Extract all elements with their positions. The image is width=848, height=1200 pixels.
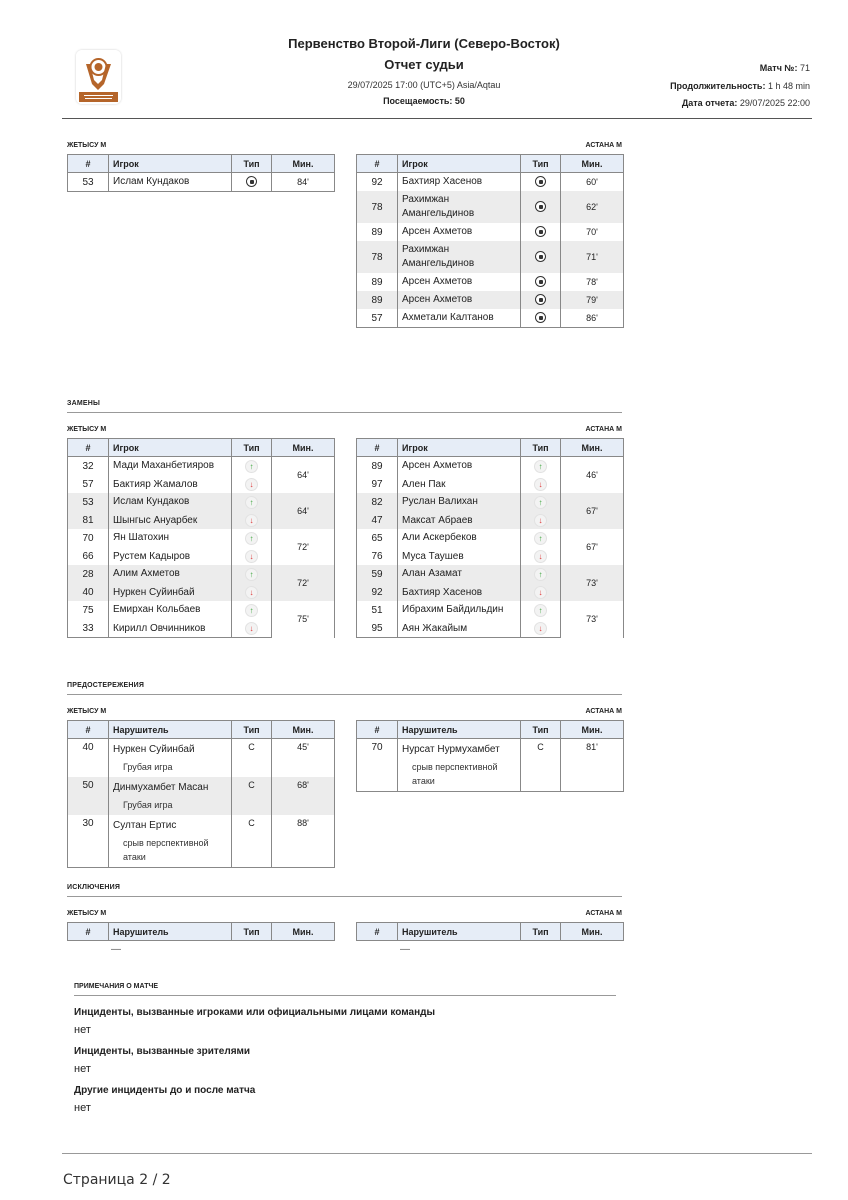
sub-out-arrow-icon: ↓ <box>245 586 258 599</box>
sub-in-number: 51 <box>357 601 398 619</box>
sub-minute: 72' <box>272 565 335 601</box>
sub-in-number: 28 <box>68 565 109 583</box>
soccer-ball-icon <box>535 176 546 187</box>
match-number-label: Матч №: <box>759 63 798 73</box>
caution-type: С <box>521 739 561 792</box>
sub-in-player: Алим Ахметов <box>109 565 232 583</box>
col-type: Тип <box>232 439 272 457</box>
goal-minute: 86' <box>561 309 624 328</box>
caution-reason: Грубая игра <box>123 762 173 772</box>
caution-row <box>357 739 624 792</box>
sub-out-player: Ален Пак <box>398 475 521 493</box>
sub-in-arrow-icon: ↑ <box>534 568 547 581</box>
expulsions-home-table <box>67 922 335 941</box>
caution-row <box>68 777 335 815</box>
report-date <box>682 98 810 108</box>
sub-in-arrow-icon: ↑ <box>245 568 258 581</box>
goals-away-team: АСТАНА М <box>585 142 622 149</box>
goal-row <box>357 173 624 192</box>
caution-type: С <box>232 777 272 815</box>
sub-in-arrow-icon: ↑ <box>245 604 258 617</box>
attendance-label: Посещаемость: <box>383 96 453 106</box>
soccer-ball-icon <box>535 276 546 287</box>
caution-player: Султан Ертис <box>113 820 177 831</box>
sub-in-number: 65 <box>357 529 398 547</box>
col-min: Мин. <box>272 721 335 739</box>
expulsions-home-empty: — <box>111 944 121 955</box>
sub-in-type <box>521 565 561 583</box>
col-player: Игрок <box>109 439 232 457</box>
duration-value: 1 h 48 min <box>767 81 810 91</box>
expulsions-away-table <box>356 922 624 941</box>
sub-in-arrow-icon: ↑ <box>245 460 258 473</box>
goal-row <box>357 291 624 309</box>
cautions-away-team: АСТАНА М <box>585 708 622 715</box>
caution-player: Нурсат Нурмухамбет <box>402 744 500 755</box>
sub-out-arrow-icon: ↓ <box>534 622 547 635</box>
expulsions-home-team: ЖЕТЫСУ М <box>67 910 107 917</box>
caution-minute: 81' <box>561 739 624 792</box>
sub-out-number: 66 <box>68 547 109 565</box>
goals-home-team: ЖЕТЫСУ М <box>67 142 107 149</box>
sub-out-number: 76 <box>357 547 398 565</box>
soccer-ball-icon <box>246 176 257 187</box>
sub-in-player: Руслан Валихан <box>398 493 521 511</box>
substitutions-title: ЗАМЕНЫ <box>67 400 101 407</box>
sub-out-number: 97 <box>357 475 398 493</box>
expulsions-divider <box>67 896 622 897</box>
sub-minute: 75' <box>272 601 335 638</box>
col-min: Мин. <box>561 439 624 457</box>
goal-minute: 71' <box>561 241 624 273</box>
goal-row <box>357 273 624 291</box>
sub-out-arrow-icon: ↓ <box>245 622 258 635</box>
sub-in-type <box>232 601 272 619</box>
sub-out-number: 81 <box>68 511 109 529</box>
sub-out-player: Бактияр Жамалов <box>109 475 232 493</box>
notes-title: ПРИМЕЧАНИЯ О МАТЧЕ <box>74 983 159 990</box>
sub-in-row <box>68 601 335 619</box>
col-player: Игрок <box>398 155 521 173</box>
sub-in-player: Ислам Кундаков <box>109 493 232 511</box>
sub-out-type <box>521 511 561 529</box>
sub-in-type <box>232 529 272 547</box>
cautions-away-table <box>356 720 624 792</box>
sub-out-number: 57 <box>68 475 109 493</box>
note-question-other: Другие инциденты до и после матча <box>74 1085 256 1096</box>
sub-out-player: Максат Абраев <box>398 511 521 529</box>
sub-in-type <box>521 601 561 619</box>
caution-number: 50 <box>68 777 109 815</box>
caution-type: С <box>232 815 272 868</box>
goal-row <box>68 173 335 192</box>
match-duration <box>670 81 810 91</box>
caution-player: Динмухамбет Масан <box>113 782 209 793</box>
caution-reason: Грубая игра <box>123 800 173 810</box>
soccer-ball-icon <box>535 251 546 262</box>
sub-out-arrow-icon: ↓ <box>534 586 547 599</box>
sub-in-row <box>357 565 624 583</box>
sub-out-type <box>232 475 272 493</box>
sub-out-player: Бахтияр Хасенов <box>398 583 521 601</box>
caution-minute: 45' <box>272 739 335 778</box>
soccer-ball-icon <box>535 294 546 305</box>
sub-out-type <box>521 619 561 638</box>
sub-in-number: 32 <box>68 457 109 476</box>
note-question-players: Инциденты, вызванные игроками или официальными лицами команды <box>74 1007 436 1018</box>
sub-in-arrow-icon: ↑ <box>534 460 547 473</box>
sub-in-row <box>357 457 624 476</box>
note-answer-other: нет <box>74 1102 91 1114</box>
sub-in-row <box>68 493 335 511</box>
goal-player: Бахтияр Хасенов <box>398 173 521 192</box>
sub-minute: 67' <box>561 493 624 529</box>
sub-in-row <box>357 601 624 619</box>
col-offender: Нарушитель <box>398 923 521 941</box>
soccer-ball-icon <box>535 226 546 237</box>
sub-in-row <box>357 529 624 547</box>
sub-out-number: 92 <box>357 583 398 601</box>
match-number-value: 71 <box>799 63 810 73</box>
sub-out-player: Шынгыс Ануарбек <box>109 511 232 529</box>
sub-out-type <box>232 619 272 638</box>
caution-minute: 68' <box>272 777 335 815</box>
sub-in-type <box>232 565 272 583</box>
sub-out-type <box>232 583 272 601</box>
sub-in-type <box>232 457 272 476</box>
sub-in-player: Алан Азамат <box>398 565 521 583</box>
col-type: Тип <box>232 155 272 173</box>
sub-out-player: Аян Жакайым <box>398 619 521 638</box>
goal-number: 78 <box>357 191 398 223</box>
notes-divider <box>74 995 616 996</box>
col-min: Мин. <box>561 155 624 173</box>
goal-row <box>357 191 624 223</box>
goal-minute: 70' <box>561 223 624 241</box>
sub-in-player: Али Аскербеков <box>398 529 521 547</box>
sub-in-type <box>521 493 561 511</box>
col-player: Игрок <box>398 439 521 457</box>
goal-number: 57 <box>357 309 398 328</box>
sub-minute: 72' <box>272 529 335 565</box>
header-divider <box>62 118 812 119</box>
sub-minute: 67' <box>561 529 624 565</box>
sub-out-player: Нуркен Суйинбай <box>109 583 232 601</box>
substitutions-divider <box>67 412 622 413</box>
goal-row <box>357 241 624 273</box>
goal-row <box>357 223 624 241</box>
sub-out-type <box>521 475 561 493</box>
cautions-title: ПРЕДОСТЕРЕЖЕНИЯ <box>67 682 145 689</box>
match-number <box>760 63 810 73</box>
goal-number: 92 <box>357 173 398 192</box>
caution-number: 40 <box>68 739 109 778</box>
col-num: # <box>68 155 109 173</box>
sub-out-type <box>232 547 272 565</box>
expulsions-away-empty: — <box>400 944 410 955</box>
cautions-divider <box>67 694 622 695</box>
report-title: Первенство Второй-Лиги (Северо-Восток) <box>288 36 560 51</box>
sub-in-row <box>68 457 335 476</box>
col-num: # <box>68 439 109 457</box>
sub-out-number: 40 <box>68 583 109 601</box>
note-answer-players: нет <box>74 1024 91 1036</box>
caution-reason: срыв перспективной атаки <box>412 762 498 786</box>
goal-minute: 60' <box>561 173 624 192</box>
sub-in-number: 53 <box>68 493 109 511</box>
report-date-value: 29/07/2025 22:00 <box>739 98 810 108</box>
goal-type <box>521 291 561 309</box>
sub-minute: 46' <box>561 457 624 494</box>
sub-out-type <box>521 583 561 601</box>
col-type: Тип <box>521 155 561 173</box>
caution-offender <box>109 739 232 778</box>
sub-in-number: 82 <box>357 493 398 511</box>
caution-number: 30 <box>68 815 109 868</box>
sub-in-player: Ибрахим Байдильдин <box>398 601 521 619</box>
goal-type <box>521 273 561 291</box>
sub-out-type <box>232 511 272 529</box>
soccer-ball-icon <box>535 201 546 212</box>
cautions-home-team: ЖЕТЫСУ М <box>67 708 107 715</box>
col-offender: Нарушитель <box>398 721 521 739</box>
sub-out-arrow-icon: ↓ <box>534 478 547 491</box>
caution-reason: срыв перспективной атаки <box>123 838 209 862</box>
note-question-spectators: Инциденты, вызванные зрителями <box>74 1046 251 1057</box>
duration-label: Продолжительность: <box>670 81 766 91</box>
goal-player: Ислам Кундаков <box>109 173 232 192</box>
goal-minute: 84' <box>272 173 335 192</box>
sub-in-number: 59 <box>357 565 398 583</box>
sub-out-arrow-icon: ↓ <box>245 550 258 563</box>
sub-minute: 64' <box>272 493 335 529</box>
expulsions-away-team: АСТАНА М <box>585 910 622 917</box>
soccer-ball-icon <box>535 312 546 323</box>
footer-divider <box>62 1153 812 1154</box>
sub-minute: 73' <box>561 601 624 638</box>
caution-minute: 88' <box>272 815 335 868</box>
sub-in-type <box>521 457 561 476</box>
cautions-home-table <box>67 720 335 868</box>
subs-home-team: ЖЕТЫСУ М <box>67 426 107 433</box>
match-datetime: 29/07/2025 17:00 (UTC+5) Asia/Aqtau <box>347 80 501 90</box>
page-number: Страница 2 / 2 <box>63 1172 171 1188</box>
sub-in-arrow-icon: ↑ <box>245 532 258 545</box>
sub-in-type <box>232 493 272 511</box>
sub-out-number: 47 <box>357 511 398 529</box>
sub-in-arrow-icon: ↑ <box>534 496 547 509</box>
col-num: # <box>68 923 109 941</box>
sub-out-arrow-icon: ↓ <box>534 550 547 563</box>
sub-in-player: Мади Маханбетияров <box>109 457 232 476</box>
goals-away-table <box>356 154 624 328</box>
col-type: Тип <box>521 439 561 457</box>
caution-player: Нуркен Суйинбай <box>113 744 195 755</box>
col-offender: Нарушитель <box>109 923 232 941</box>
goal-minute: 62' <box>561 191 624 223</box>
goal-player: Рахимжан Амангельдинов <box>398 191 521 223</box>
caution-offender <box>109 815 232 868</box>
sub-in-arrow-icon: ↑ <box>534 604 547 617</box>
sub-out-arrow-icon: ↓ <box>534 514 547 527</box>
col-min: Мин. <box>272 155 335 173</box>
sub-in-row <box>68 565 335 583</box>
col-num: # <box>68 721 109 739</box>
col-type: Тип <box>521 721 561 739</box>
goal-type <box>232 173 272 192</box>
caution-row <box>68 739 335 778</box>
col-player: Игрок <box>109 155 232 173</box>
col-min: Мин. <box>561 923 624 941</box>
goal-number: 89 <box>357 273 398 291</box>
sub-in-arrow-icon: ↑ <box>245 496 258 509</box>
goal-number: 53 <box>68 173 109 192</box>
caution-number: 70 <box>357 739 398 792</box>
caution-row <box>68 815 335 868</box>
goal-type <box>521 309 561 328</box>
goal-number: 78 <box>357 241 398 273</box>
expulsions-title: ИСКЛЮЧЕНИЯ <box>67 884 121 891</box>
sub-minute: 64' <box>272 457 335 494</box>
col-num: # <box>357 721 398 739</box>
sub-out-player: Рустем Кадыров <box>109 547 232 565</box>
goal-type <box>521 223 561 241</box>
sub-minute: 73' <box>561 565 624 601</box>
sub-in-player: Ян Шатохин <box>109 529 232 547</box>
sub-out-arrow-icon: ↓ <box>245 514 258 527</box>
caution-type: С <box>232 739 272 778</box>
col-num: # <box>357 439 398 457</box>
goal-row <box>357 309 624 328</box>
col-type: Тип <box>521 923 561 941</box>
goal-type <box>521 173 561 192</box>
goal-player: Арсен Ахметов <box>398 291 521 309</box>
sub-in-row <box>357 493 624 511</box>
col-type: Тип <box>232 923 272 941</box>
caution-offender <box>398 739 521 792</box>
col-min: Мин. <box>272 439 335 457</box>
sub-in-row <box>68 529 335 547</box>
goal-player: Арсен Ахметов <box>398 273 521 291</box>
goal-number: 89 <box>357 223 398 241</box>
caution-offender <box>109 777 232 815</box>
note-answer-spectators: нет <box>74 1063 91 1075</box>
goal-minute: 79' <box>561 291 624 309</box>
sub-out-player: Муса Таушев <box>398 547 521 565</box>
goal-type <box>521 191 561 223</box>
sub-out-arrow-icon: ↓ <box>245 478 258 491</box>
sub-out-player: Кирилл Овчинников <box>109 619 232 638</box>
sub-in-type <box>521 529 561 547</box>
col-num: # <box>357 155 398 173</box>
col-num: # <box>357 923 398 941</box>
col-min: Мин. <box>272 923 335 941</box>
sub-in-arrow-icon: ↑ <box>534 532 547 545</box>
goal-player: Ахметали Калтанов <box>398 309 521 328</box>
report-date-label: Дата отчета: <box>681 98 738 108</box>
goal-player: Арсен Ахметов <box>398 223 521 241</box>
col-min: Мин. <box>561 721 624 739</box>
goals-home-table <box>67 154 335 192</box>
sub-out-type <box>521 547 561 565</box>
sub-out-number: 33 <box>68 619 109 638</box>
sub-in-player: Емирхан Кольбаев <box>109 601 232 619</box>
sub-in-number: 75 <box>68 601 109 619</box>
subs-away-team: АСТАНА М <box>585 426 622 433</box>
subs-home-table <box>67 438 335 638</box>
subs-away-table <box>356 438 624 638</box>
goal-number: 89 <box>357 291 398 309</box>
report-subtitle: Отчет судьи <box>384 57 464 72</box>
col-type: Тип <box>232 721 272 739</box>
attendance-value: 50 <box>454 96 465 106</box>
sub-in-player: Арсен Ахметов <box>398 457 521 476</box>
goal-type <box>521 241 561 273</box>
sub-in-number: 70 <box>68 529 109 547</box>
goal-minute: 78' <box>561 273 624 291</box>
goal-player: Рахимжан Амангельдинов <box>398 241 521 273</box>
sub-in-number: 89 <box>357 457 398 476</box>
sub-out-number: 95 <box>357 619 398 638</box>
col-offender: Нарушитель <box>109 721 232 739</box>
